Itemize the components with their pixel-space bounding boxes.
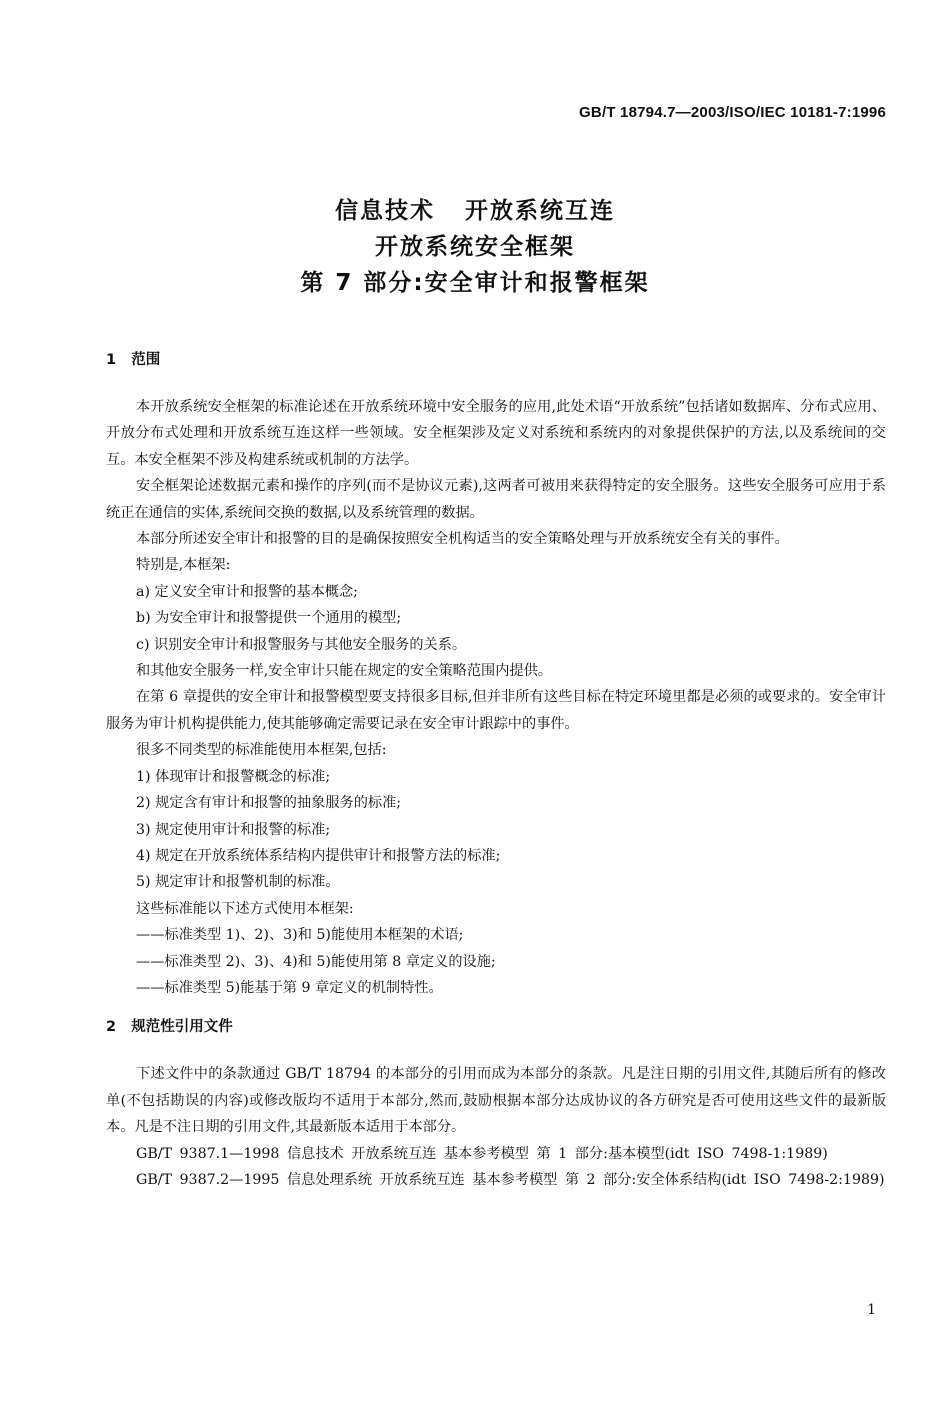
list-item: c) 识别安全审计和报警服务与其他安全服务的关系。	[136, 636, 467, 653]
list-item: ——标准类型 5)能基于第 9 章定义的机制特性。	[136, 979, 443, 996]
title-line-3: 第 7 部分:安全审计和报警框架	[300, 270, 650, 296]
reference-entry: GB/T 9387.2—1995 信息处理系统 开放系统互连 基本参考模型 第 2 部分:安全体系结构(idt ISO 7498-2:1989)	[136, 1171, 885, 1188]
paragraph: 和其他安全服务一样,安全审计只能在规定的安全策略范围内提供。	[136, 663, 552, 680]
list-item: 5) 规定审计和报警机制的标准。	[136, 874, 340, 891]
paragraph: 很多不同类型的标准能使用本框架,包括:	[136, 742, 387, 759]
list-item: b) 为安全审计和报警提供一个通用的模型;	[136, 610, 402, 627]
paragraph: 本开放系统安全框架的标准论述在开放系统环境中安全服务的应用,此处术语“开放系统”包括诸如数据库、分布式应用、开放分布式处理和开放系统互连这样一些领域。安全框架涉及定义对系统和系统内的对象提供保护的方法,以及系统间的交互。本安全框架不涉及构建系统或机制的方法学。	[106, 399, 886, 468]
section-2-heading: 2 规范性引用文件	[106, 1019, 233, 1036]
paragraph: 本部分所述安全审计和报警的目的是确保按照安全机构适当的安全策略处理与开放系统安全有关的事件。	[136, 531, 789, 548]
list-item: a) 定义安全审计和报警的基本概念;	[136, 583, 358, 600]
list-item: 4) 规定在开放系统体系结构内提供审计和报警方法的标准;	[136, 847, 501, 864]
document-body	[106, 346, 886, 1193]
paragraph: 在第 6 章提供的安全审计和报警模型要支持很多目标,但并非所有这些目标在特定环境里都是必须的或要求的。安全审计服务为审计机构提供能力,使其能够确定需要记录在安全审计跟踪中的事件。	[106, 689, 886, 732]
list-item: 1) 体现审计和报警概念的标准;	[136, 768, 331, 785]
paragraph: 这些标准能以下述方式使用本框架:	[136, 900, 354, 917]
page-number: 1	[867, 1302, 876, 1318]
reference-entry: GB/T 9387.1—1998 信息技术 开放系统互连 基本参考模型 第 1 部分:基本模型(idt ISO 7498-1:1989)	[136, 1145, 828, 1162]
title-line-1: 信息技术 开放系统互连	[334, 198, 616, 224]
section-1-heading: 1 范围	[106, 352, 161, 368]
document-title	[0, 193, 950, 301]
list-item: 2) 规定含有审计和报警的抽象服务的标准;	[136, 795, 402, 812]
paragraph: 下述文件中的条款通过 GB/T 18794 的本部分的引用而成为本部分的条款。凡是注日期的引用文件,其随后所有的修改单(不包括勘误的内容)或修改版均不适用于本部分,然而,鼓励根据本部分达成协议的各方研究是否可使用这些文件的最新版本。凡是不注日期的引用文件,其最新版本适用于本部分。	[106, 1066, 886, 1136]
title-line-2: 开放系统安全框架	[375, 234, 575, 260]
list-item: 3) 规定使用审计和报警的标准;	[136, 821, 331, 838]
list-item: ——标准类型 1)、2)、3)和 5)能使用本框架的术语;	[136, 927, 464, 944]
list-item: ——标准类型 2)、3)、4)和 5)能使用第 8 章定义的设施;	[136, 953, 496, 970]
standard-code: GB/T 18794.7—2003/ISO/IEC 10181-7:1996	[579, 104, 886, 121]
paragraph: 安全框架论述数据元素和操作的序列(而不是协议元素),这两者可被用来获得特定的安全服务。这些安全服务可应用于系统正在通信的实体,系统间交换的数据,以及系统管理的数据。	[106, 478, 886, 521]
paragraph: 特别是,本框架:	[136, 557, 231, 574]
